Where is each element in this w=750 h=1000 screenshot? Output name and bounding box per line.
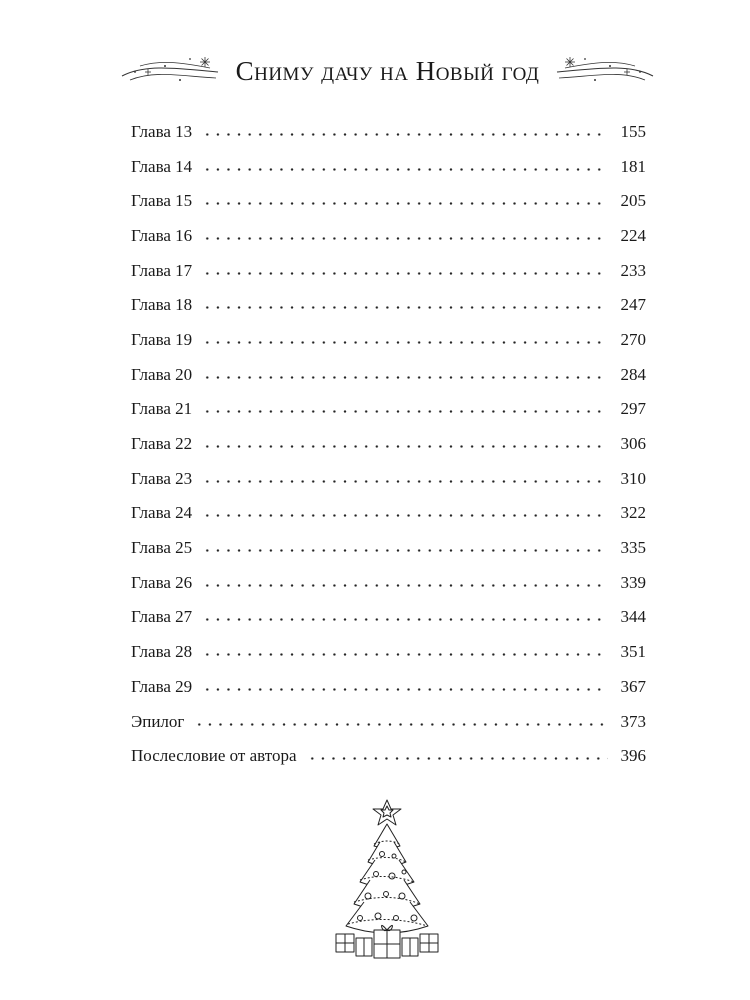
dot-leader (202, 445, 608, 448)
christmas-tree-icon (330, 798, 445, 963)
dot-leader (202, 410, 608, 413)
toc-entry (131, 114, 646, 149)
toc-entry-label: Глава 29 (131, 676, 193, 696)
toc-entry (131, 565, 646, 600)
toc-entry (131, 253, 646, 288)
toc-entry-page: 344 (620, 607, 646, 627)
toc-entry-page: 233 (620, 260, 646, 280)
dot-leader (202, 688, 608, 691)
toc-entry (131, 738, 646, 773)
toc-entry-label: Послесловие от автора (131, 746, 297, 766)
toc-entry (131, 322, 646, 357)
toc-entry-label: Глава 26 (131, 572, 193, 592)
dot-leader (202, 584, 608, 587)
toc-entry-page: 247 (620, 295, 646, 315)
toc-entry (131, 669, 646, 704)
toc-entry (131, 392, 646, 427)
toc-entry-label: Глава 14 (131, 156, 193, 176)
toc-entry-page: 396 (620, 746, 646, 766)
toc-entry-label: Глава 16 (131, 225, 193, 245)
dot-leader (202, 653, 608, 656)
toc-entry-page: 339 (620, 572, 646, 592)
running-title: Сниму дачу на Новый год (235, 56, 540, 86)
toc-entry-label: Эпилог (131, 711, 185, 731)
toc-entry-label: Глава 19 (131, 329, 193, 349)
toc-entry-page: 373 (620, 711, 646, 731)
toc-entry-label: Глава 15 (131, 191, 193, 211)
toc-entry (131, 357, 646, 392)
toc-entry-page: 335 (620, 538, 646, 558)
dot-leader (202, 306, 608, 309)
toc-entry (131, 149, 646, 184)
dot-leader (202, 272, 608, 275)
toc-entry-page: 155 (620, 121, 646, 141)
toc-entry-page: 270 (620, 329, 646, 349)
table-of-contents (131, 114, 646, 773)
dot-leader (202, 549, 608, 552)
toc-entry-page: 322 (620, 503, 646, 523)
toc-entry-page: 306 (620, 434, 646, 454)
dot-leader (194, 723, 608, 726)
toc-entry-label: Глава 24 (131, 503, 193, 523)
dot-leader (202, 618, 608, 621)
toc-entry-page: 367 (620, 676, 646, 696)
toc-entry-label: Глава 18 (131, 295, 193, 315)
dot-leader (202, 133, 608, 136)
toc-entry-label: Глава 17 (131, 260, 193, 280)
toc-entry-label: Глава 23 (131, 468, 193, 488)
toc-entry-page: 181 (620, 156, 646, 176)
dot-leader (202, 514, 608, 517)
toc-entry-page: 284 (620, 364, 646, 384)
dot-leader (307, 757, 608, 760)
toc-entry (131, 704, 646, 739)
dot-leader (202, 480, 608, 483)
toc-entry-label: Глава 20 (131, 364, 193, 384)
toc-entry-page: 297 (620, 399, 646, 419)
toc-entry (131, 530, 646, 565)
toc-entry-page: 224 (620, 225, 646, 245)
toc-entry-page: 351 (620, 642, 646, 662)
toc-entry-page: 205 (620, 191, 646, 211)
toc-entry (131, 600, 646, 635)
dot-leader (202, 202, 608, 205)
dot-leader (202, 168, 608, 171)
toc-entry-label: Глава 25 (131, 538, 193, 558)
dot-leader (202, 341, 608, 344)
dot-leader (202, 376, 608, 379)
dot-leader (202, 237, 608, 240)
toc-entry-label: Глава 27 (131, 607, 193, 627)
toc-entry-label: Глава 22 (131, 434, 193, 454)
toc-entry (131, 218, 646, 253)
snowflake-swirl-icon (555, 54, 655, 84)
toc-entry-page: 310 (620, 468, 646, 488)
toc-entry (131, 183, 646, 218)
toc-entry (131, 634, 646, 669)
running-header (120, 48, 655, 92)
toc-entry-label: Глава 28 (131, 642, 193, 662)
toc-entry (131, 287, 646, 322)
toc-entry (131, 461, 646, 496)
toc-entry-label: Глава 21 (131, 399, 193, 419)
toc-entry-label: Глава 13 (131, 121, 193, 141)
toc-entry (131, 426, 646, 461)
toc-entry (131, 496, 646, 531)
